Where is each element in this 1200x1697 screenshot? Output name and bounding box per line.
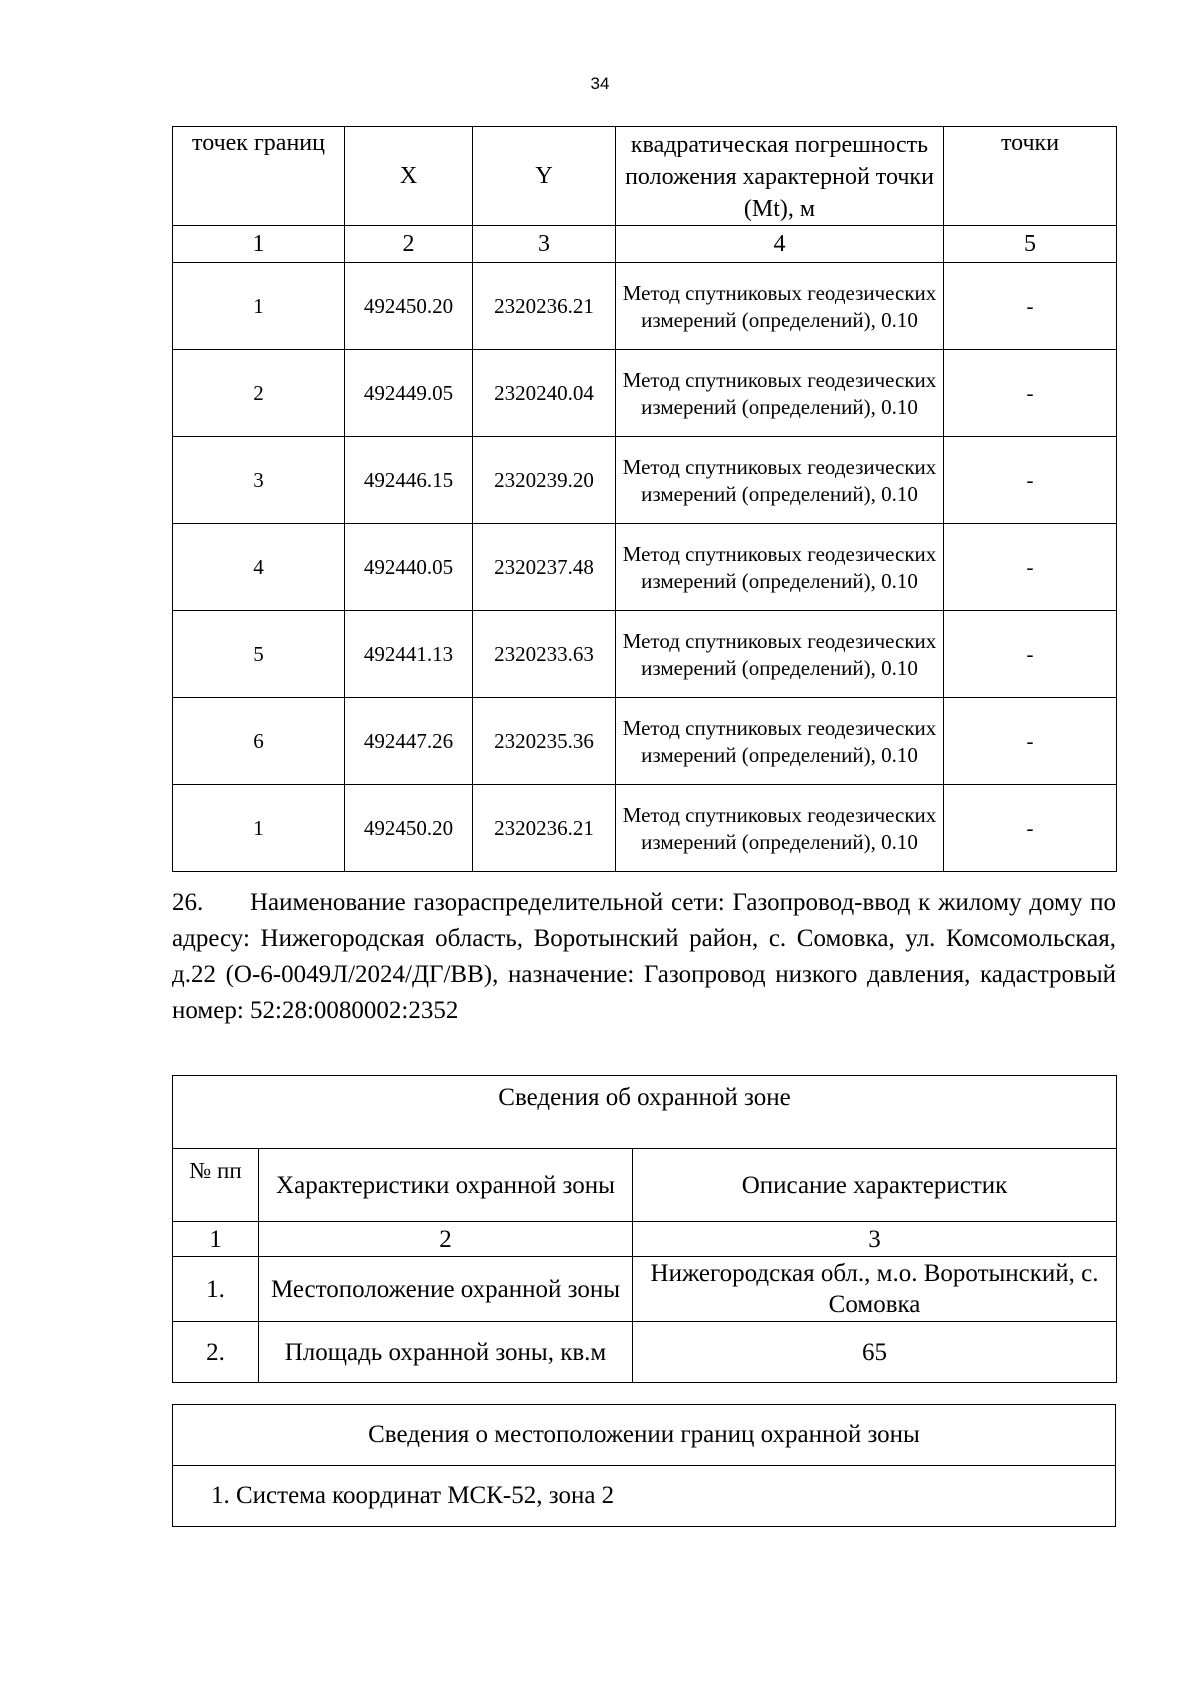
section-paragraph — [172, 885, 1116, 1029]
measurement-method: Метод спутниковых геодезических измерений (определений), 0.10 — [616, 350, 944, 437]
coordinate-x: 492449.05 — [345, 350, 473, 437]
header-mean-square-error: квадратическая погрешность положения характерной точки (Mt), м — [616, 127, 944, 226]
protection-zone-table — [172, 1075, 1117, 1383]
table-row — [173, 785, 1117, 872]
measurement-method: Метод спутниковых геодезических измерений (определений), 0.10 — [616, 698, 944, 785]
column-number: 3 — [633, 1222, 1117, 1257]
row-number: 1. — [173, 1257, 259, 1322]
coordinate-x: 492446.15 — [345, 437, 473, 524]
characteristic-value: Нижегородская обл., м.о. Воротынский, с. Сомовка — [633, 1257, 1117, 1322]
point-note: - — [944, 611, 1117, 698]
column-number: 2 — [259, 1222, 633, 1257]
table-row — [173, 698, 1117, 785]
point-note: - — [944, 785, 1117, 872]
coordinate-x: 492447.26 — [345, 698, 473, 785]
column-numbers-row — [173, 1222, 1117, 1257]
column-number: 5 — [944, 226, 1117, 263]
point-number: 6 — [173, 698, 345, 785]
header-description: Описание характеристик — [633, 1149, 1117, 1222]
location-table-title-row — [173, 1405, 1116, 1466]
point-number: 5 — [173, 611, 345, 698]
header-point-description: точки — [944, 127, 1117, 226]
header-item-number: № пп — [173, 1149, 259, 1222]
point-note: - — [944, 263, 1117, 350]
point-number: 4 — [173, 524, 345, 611]
measurement-method: Метод спутниковых геодезических измерений (определений), 0.10 — [616, 437, 944, 524]
paragraph-text: Наименование газораспределительной сети: Газопровод-ввод к жилому дому по адресу: Нижегородская область, Воротынский район, с. Сомовка, ул. Комсомольская, д.22 (О-6-0049Л/2024/ДГ/ВВ), назначение: Газопровод низкого давления, кадастровый номер: 52:28:0080002:2352 — [172, 889, 1116, 1024]
table-row — [173, 1322, 1117, 1383]
column-number: 2 — [345, 226, 473, 263]
header-y: Y — [473, 127, 616, 226]
point-note: - — [944, 524, 1117, 611]
coordinate-y: 2320240.04 — [473, 350, 616, 437]
point-number: 2 — [173, 350, 345, 437]
zone-table-title: Сведения об охранной зоне — [173, 1076, 1117, 1149]
coordinate-y: 2320237.48 — [473, 524, 616, 611]
location-table-title: Сведения о местоположении границ охранной зоны — [173, 1405, 1116, 1466]
table-row — [173, 1257, 1117, 1322]
column-number: 1 — [173, 1222, 259, 1257]
coordinate-system-row — [173, 1466, 1116, 1527]
zone-table-header-row — [173, 1149, 1117, 1222]
header-characteristics: Характеристики охранной зоны — [259, 1149, 633, 1222]
table-row — [173, 350, 1117, 437]
point-note: - — [944, 437, 1117, 524]
table-row — [173, 263, 1117, 350]
coordinate-y: 2320239.20 — [473, 437, 616, 524]
header-x: X — [345, 127, 473, 226]
point-number: 1 — [173, 785, 345, 872]
point-note: - — [944, 350, 1117, 437]
paragraph-number: 26. — [172, 889, 204, 916]
measurement-method: Метод спутниковых геодезических измерений (определений), 0.10 — [616, 611, 944, 698]
coordinate-y: 2320235.36 — [473, 698, 616, 785]
column-numbers-row — [173, 226, 1117, 263]
coordinates-header-row — [173, 127, 1117, 226]
table-row — [173, 524, 1117, 611]
coordinate-system: 1. Система координат МСК-52, зона 2 — [173, 1466, 1116, 1527]
zone-table-title-row — [173, 1076, 1117, 1149]
boundary-location-table — [172, 1404, 1116, 1527]
coordinate-x: 492441.13 — [345, 611, 473, 698]
table-row — [173, 437, 1117, 524]
column-number: 4 — [616, 226, 944, 263]
measurement-method: Метод спутниковых геодезических измерений (определений), 0.10 — [616, 524, 944, 611]
measurement-method: Метод спутниковых геодезических измерений (определений), 0.10 — [616, 263, 944, 350]
point-note: - — [944, 698, 1117, 785]
point-number: 3 — [173, 437, 345, 524]
coordinate-y: 2320236.21 — [473, 785, 616, 872]
coordinate-x: 492450.20 — [345, 785, 473, 872]
coordinates-table — [172, 126, 1117, 872]
characteristic-name: Местоположение охранной зоны — [259, 1257, 633, 1322]
characteristic-value: 65 — [633, 1322, 1117, 1383]
coordinate-x: 492450.20 — [345, 263, 473, 350]
coordinate-y: 2320233.63 — [473, 611, 616, 698]
column-number: 3 — [473, 226, 616, 263]
point-number: 1 — [173, 263, 345, 350]
characteristic-name: Площадь охранной зоны, кв.м — [259, 1322, 633, 1383]
column-number: 1 — [173, 226, 345, 263]
page-number: 34 — [590, 74, 610, 93]
coordinate-y: 2320236.21 — [473, 263, 616, 350]
measurement-method: Метод спутниковых геодезических измерений (определений), 0.10 — [616, 785, 944, 872]
header-boundary-points: точек границ — [173, 127, 345, 226]
row-number: 2. — [173, 1322, 259, 1383]
table-row — [173, 611, 1117, 698]
coordinate-x: 492440.05 — [345, 524, 473, 611]
